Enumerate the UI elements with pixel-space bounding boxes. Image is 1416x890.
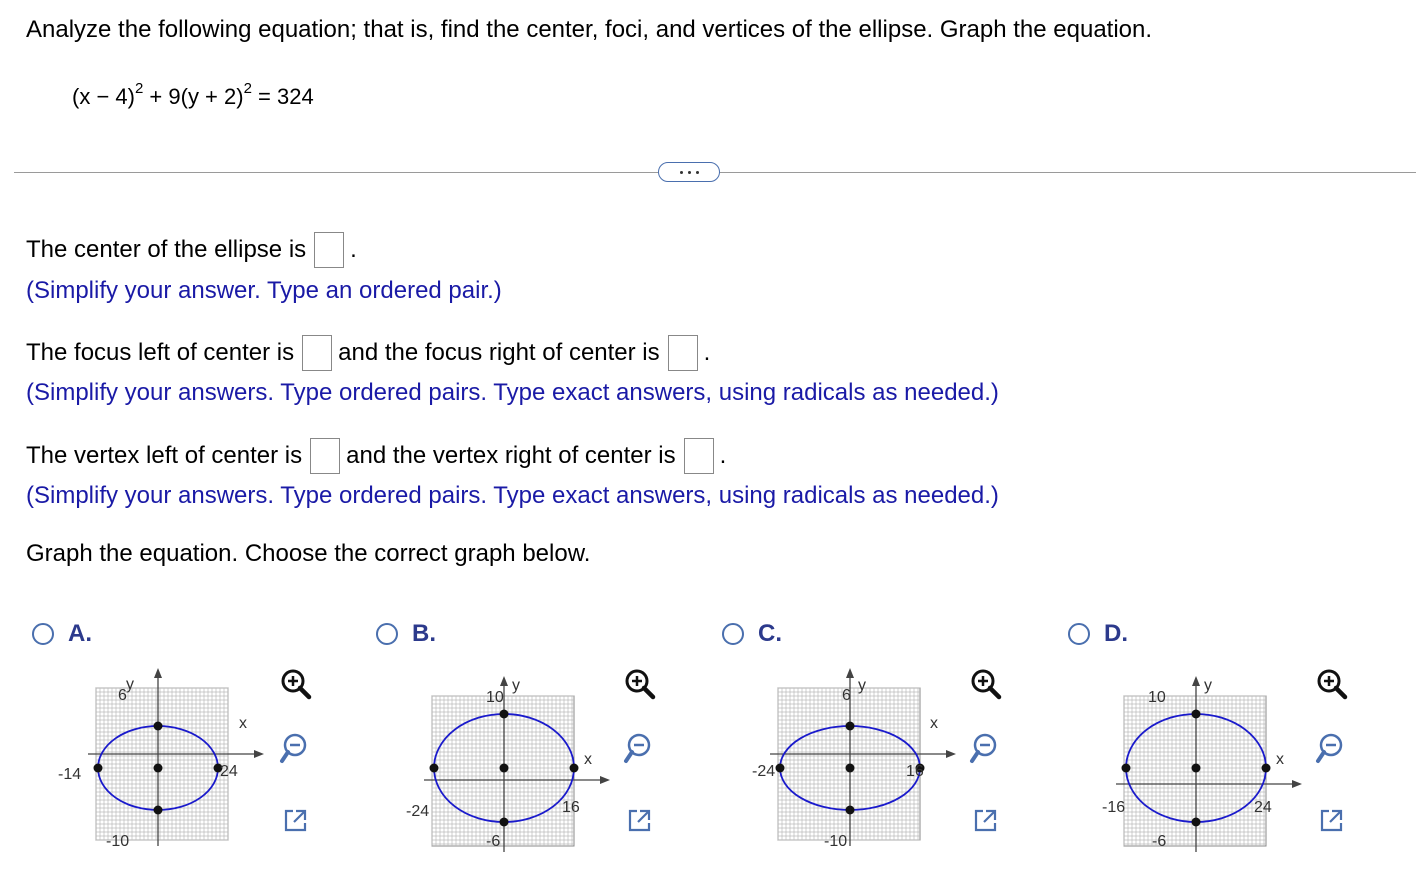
y-axis-label: y (858, 677, 866, 694)
vertex-right-label: and the vertex right of center is (346, 442, 676, 469)
focus-left-input[interactable] (302, 335, 332, 371)
y-axis-label: y (126, 676, 134, 693)
x-axis-arrow (600, 776, 610, 784)
vertex-right-input[interactable] (684, 438, 714, 474)
x-max-tick-label: 24 (1254, 799, 1272, 816)
y-axis-arrow (1192, 676, 1200, 686)
option-b-label: B. (412, 620, 436, 647)
graph-c-plot (748, 660, 968, 855)
vertices-period: . (719, 442, 727, 469)
covertex-point (500, 818, 509, 827)
covertex-point (846, 806, 855, 815)
popout-icon[interactable] (620, 800, 660, 840)
ellipse-equation (72, 80, 314, 110)
show-more-button[interactable] (658, 162, 720, 182)
dot-icon (680, 171, 683, 174)
foci-hint: (Simplify your answers. Type ordered pairs. Type exact answers, using radicals as needed.) (26, 379, 999, 406)
vertices-hint: (Simplify your answers. Type ordered pairs. Type exact answers, using radicals as needed.) (26, 482, 999, 509)
covertex-point (500, 710, 509, 719)
zoom-out-icon[interactable] (276, 728, 316, 768)
y-axis-label: y (1204, 677, 1212, 694)
y-min-tick-label: -6 (486, 833, 501, 850)
y-axis-label: y (512, 677, 520, 694)
zoom-in-icon[interactable] (276, 664, 316, 704)
x-max-tick-label: 24 (220, 763, 238, 780)
y-max-tick-label: 10 (1148, 689, 1166, 706)
center-answer-input[interactable] (314, 232, 344, 268)
vertex-point (94, 764, 103, 773)
vertex-point (430, 764, 439, 773)
foci-question (26, 335, 710, 371)
option-d-radio[interactable] (1068, 623, 1090, 645)
y-min-tick-label: -6 (1152, 833, 1167, 850)
vertex-point (570, 764, 579, 773)
option-c-radio[interactable] (722, 623, 744, 645)
center-period: . (350, 236, 357, 263)
x-axis-label: x (1276, 751, 1284, 768)
y-axis-arrow (500, 676, 508, 686)
focus-right-label: and the focus right of center is (338, 339, 660, 366)
option-b-radio[interactable] (376, 623, 398, 645)
x-axis-label: x (584, 751, 592, 768)
grid (96, 688, 228, 840)
center-point (154, 764, 163, 773)
y-max-tick-label: 6 (118, 687, 127, 704)
option-a[interactable] (32, 620, 92, 648)
center-point (846, 764, 855, 773)
graph-b (402, 660, 622, 855)
x-axis-arrow (1292, 780, 1302, 788)
equation-term-3: = 324 (251, 84, 314, 109)
graph-c (748, 660, 968, 855)
graph-d-plot (1094, 660, 1314, 855)
center-question (26, 232, 357, 268)
equation-term-2: + 9(y + 2) (143, 84, 244, 109)
covertex-point (154, 722, 163, 731)
x-max-tick-label: 16 (906, 763, 924, 780)
x-axis-label: x (239, 715, 247, 732)
zoom-out-icon[interactable] (966, 728, 1006, 768)
y-max-tick-label: 6 (842, 687, 851, 704)
vertex-point (776, 764, 785, 773)
covertex-point (1192, 710, 1201, 719)
equation-exponent-2: 2 (243, 80, 252, 97)
y-min-tick-label: -10 (824, 833, 848, 850)
x-min-tick-label: -16 (1102, 799, 1126, 816)
popout-icon[interactable] (276, 800, 316, 840)
zoom-in-icon[interactable] (620, 664, 660, 704)
option-d[interactable] (1068, 620, 1128, 648)
option-a-label: A. (68, 620, 92, 647)
popout-icon[interactable] (1312, 800, 1352, 840)
covertex-point (154, 806, 163, 815)
graph-a (56, 660, 276, 855)
zoom-out-icon[interactable] (1312, 728, 1352, 768)
center-label: The center of the ellipse is (26, 236, 307, 263)
center-point (500, 764, 509, 773)
popout-icon[interactable] (966, 800, 1006, 840)
vertex-left-input[interactable] (310, 438, 340, 474)
center-point (1192, 764, 1201, 773)
x-axis-arrow (254, 750, 264, 758)
vertex-point (1262, 764, 1271, 773)
graph-prompt: Graph the equation. Choose the correct graph below. (26, 540, 591, 567)
y-axis-arrow (846, 668, 854, 678)
zoom-in-icon[interactable] (1312, 664, 1352, 704)
foci-period: . (703, 339, 711, 366)
x-min-tick-label: -24 (752, 763, 776, 780)
vertices-question (26, 438, 726, 474)
zoom-in-icon[interactable] (966, 664, 1006, 704)
y-min-tick-label: -10 (106, 833, 130, 850)
vertex-left-label: The vertex left of center is (26, 442, 303, 469)
x-axis-label: x (930, 715, 938, 732)
covertex-point (846, 722, 855, 731)
option-d-label: D. (1104, 620, 1128, 647)
question-prompt: Analyze the following equation; that is, find the center, foci, and vertices of the ellipse. Graph the equation. (26, 16, 1153, 43)
graph-d (1094, 660, 1314, 855)
graph-a-plot (56, 660, 276, 855)
option-c-label: C. (758, 620, 782, 647)
option-b[interactable] (376, 620, 436, 648)
x-min-tick-label: -24 (406, 803, 430, 820)
y-max-tick-label: 10 (486, 689, 504, 706)
x-min-tick-label: -14 (58, 766, 82, 783)
y-axis-arrow (154, 668, 162, 678)
dot-icon (696, 171, 699, 174)
dot-icon (688, 171, 691, 174)
option-a-radio[interactable] (32, 623, 54, 645)
equation-term-1: (x − 4) (72, 84, 135, 109)
equation-exponent-1: 2 (134, 80, 144, 97)
focus-left-label: The focus left of center is (26, 339, 295, 366)
x-max-tick-label: 16 (562, 799, 580, 816)
vertex-point (1122, 764, 1131, 773)
zoom-out-icon[interactable] (620, 728, 660, 768)
option-c[interactable] (722, 620, 782, 648)
x-axis-arrow (946, 750, 956, 758)
center-hint: (Simplify your answer. Type an ordered pair.) (26, 277, 502, 304)
graph-b-plot (402, 660, 622, 855)
covertex-point (1192, 818, 1201, 827)
focus-right-input[interactable] (668, 335, 698, 371)
